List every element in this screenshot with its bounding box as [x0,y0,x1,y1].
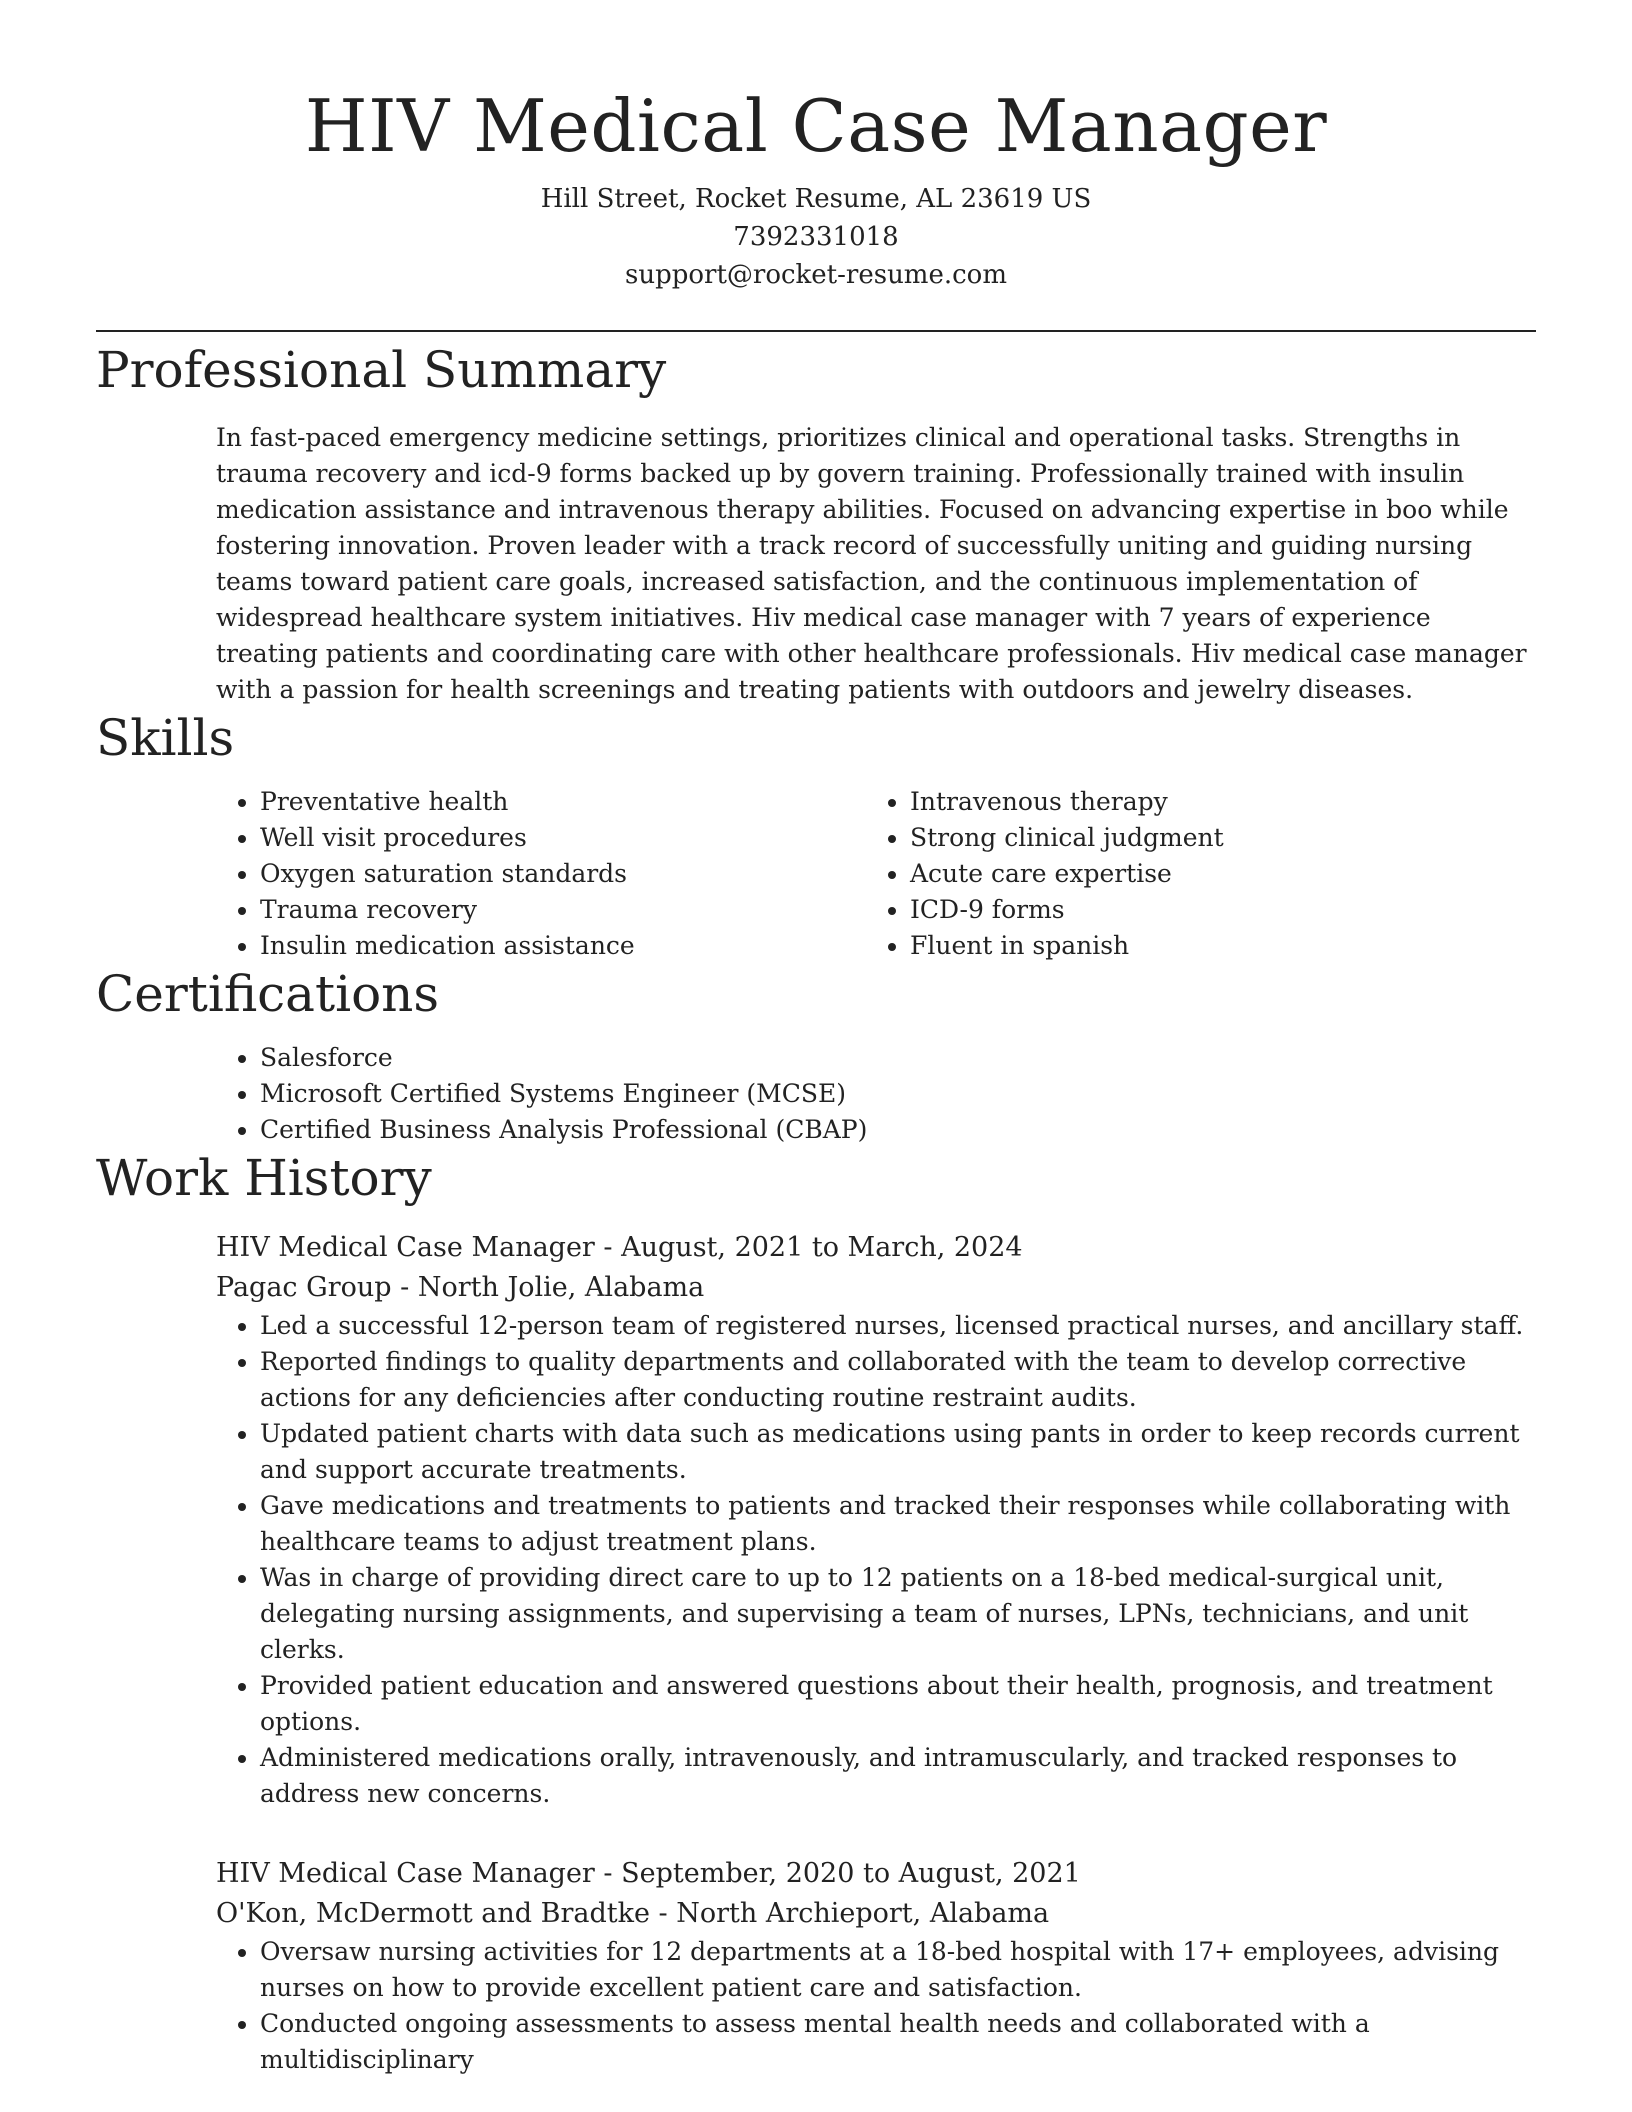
job-bullet: • Oversaw nursing activities for 12 departments at a 18-bed hospital with 17+ employees, advising nurses on how to provide excellent patient care and satisfaction. [260,1934,1536,2006]
job-company: Pagac Group [216,1272,392,1303]
job-bullet: • Updated patient charts with data such as medications using pants in order to keep records current and support accurate treatments. [260,1416,1536,1488]
job-dates: - September, 2020 to August, 2021 [594,1858,1081,1889]
skill-item: • Intravenous therapy [910,784,1516,820]
skills-section [96,708,1536,964]
job-bullet: • Provided patient education and answered questions about their health, prognosis, and treatment options. [260,1668,1536,1740]
candidate-name: HIV Medical Case Manager [304,84,1328,168]
address: Hill Street, Rocket Resume, AL 23619 US [540,184,1092,214]
job-bullet: • Led a successful 12-person team of registered nurses, licensed practical nurses, and ancillary staff. [260,1308,1536,1344]
skill-item: • Well visit procedures [260,820,866,856]
certifications-list [216,1040,1536,1148]
skill-item: • Strong clinical judgment [910,820,1516,856]
job-title-line [216,1854,1536,1894]
job-title: HIV Medical Case Manager [216,1858,595,1889]
skills-list-right [866,784,1516,964]
job-bullets [216,1308,1536,1812]
job-bullet: • Reported findings to quality departments and collaborated with the team to develop corrective actions for any deficiencies after conducting routine restraint audits. [260,1344,1536,1416]
job-bullet: • Administered medications orally, intravenously, and intramuscularly, and tracked responses to address new concerns. [260,1740,1536,1812]
work-history-section [96,1148,1536,2078]
skill-item: • ICD-9 forms [910,892,1516,928]
certifications-section [96,964,1536,1148]
skill-item: • Acute care expertise [910,856,1516,892]
skill-item: • Fluent in spanish [910,928,1516,964]
summary-heading: Professional Summary [96,341,667,399]
skill-item: • Trauma recovery [260,892,866,928]
skill-item: • Oxygen saturation standards [260,856,866,892]
job-bullet: • Conducted ongoing assessments to assess mental health needs and collaborated with a multidisciplinary [260,2006,1536,2078]
job-title: HIV Medical Case Manager [216,1232,595,1263]
job-bullet: • Was in charge of providing direct care to up to 12 patients on a 18-bed medical-surgical unit, delegating nursing assignments, and supervising a team of nurses, LPNs, technicians, and unit clerks. [260,1560,1536,1668]
certification-item: • Salesforce [260,1040,1536,1076]
job-entry [216,1228,1536,1812]
job-company-line [216,1268,1536,1308]
job-location: - North Archieport, Alabama [649,1898,1050,1929]
skills-list-left [216,784,866,964]
job-dates: - August, 2021 to March, 2024 [594,1232,1023,1263]
certification-item: • Microsoft Certified Systems Engineer (MCSE) [260,1076,1536,1112]
summary-section [96,340,1536,708]
email: support@rocket-resume.com [624,260,1007,290]
skill-item: • Preventative health [260,784,866,820]
certifications-heading: Certifications [96,965,440,1023]
contact-info [96,180,1536,294]
phone: 7392331018 [733,222,899,252]
skill-item: • Insulin medication assistance [260,928,866,964]
job-bullet: • Gave medications and treatments to patients and tracked their responses while collaborating with healthcare teams to adjust treatment plans. [260,1488,1536,1560]
header-divider [96,330,1536,332]
job-title-line [216,1228,1536,1268]
job-entry [216,1854,1536,2078]
skills-heading: Skills [96,709,235,767]
summary-text: In fast-paced emergency medicine settings, prioritizes clinical and operational tasks. Strengths in trauma recovery and icd-9 forms backed up by govern training. Professionally trained with insulin medication assistance and intravenous therapy abilities. Focused on advancing expertise in boo while fostering innovation. Proven leader with a track record of successfully uniting and guiding nursing teams toward patient care goals, increased satisfaction, and the continuous implementation of widespread healthcare system initiatives. Hiv medical case manager with 7 years of experience treating patients and coordinating care with other healthcare professionals. Hiv medical case manager with a passion for health screenings and treating patients with outdoors and jewelry diseases. [216,423,1527,704]
job-location: - North Jolie, Alabama [391,1272,705,1303]
skills-columns [216,784,1536,964]
certifications-block [216,1040,1536,1148]
job-bullets [216,1934,1536,2078]
resume-header [96,0,1536,294]
resume-page [96,0,1536,2078]
job-company-line [216,1894,1536,1934]
work-history-heading: Work History [96,1149,432,1207]
certification-item: • Certified Business Analysis Professional (CBAP) [260,1112,1536,1148]
job-company: O'Kon, McDermott and Bradtke [216,1898,650,1929]
